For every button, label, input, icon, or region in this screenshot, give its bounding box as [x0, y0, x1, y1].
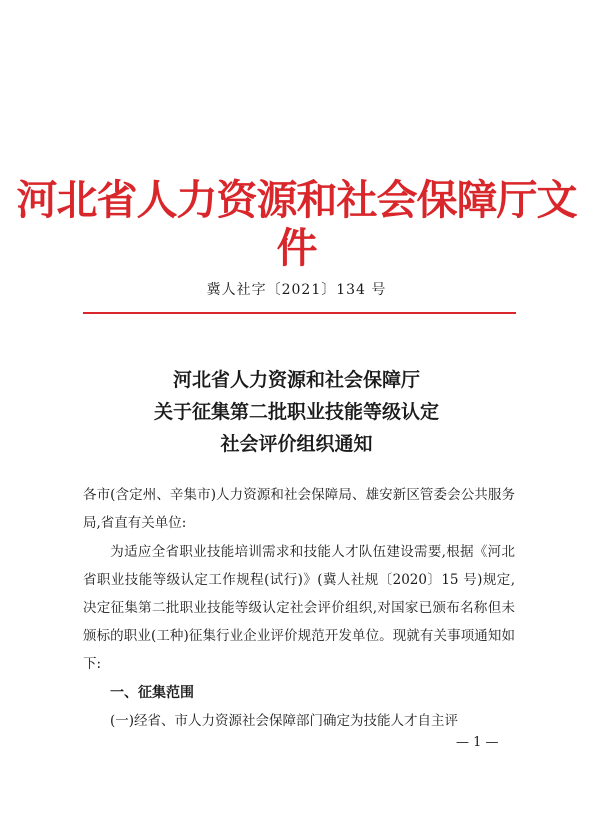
body-paragraph-1-text: 为适应全省职业技能培训需求和技能人才队伍建设需要,根据《河北省职业技能等级认定工作规程(试行)》(冀人社规〔2020〕15 号)规定,决定征集第二批职业技能等级认定社会评价组织,对国家已颁布名称但未颁标的职业(工种)征集行业企业评价规范开发单位。现就有关事项通知如下: — [83, 544, 515, 672]
addressee-paragraph: 各市(含定州、辛集市)人力资源和社会保障局、雄安新区管委会公共服务局,省直有关单位: — [83, 487, 515, 531]
document-header-title: 河北省人力资源和社会保障厅文件 — [16, 176, 577, 272]
red-divider-rule — [83, 312, 516, 314]
section-heading-1: 一、征集范围 — [110, 685, 194, 701]
page-number: — 1 — — [456, 735, 499, 750]
item-1-text-content: (一)经省、市人力资源社会保障部门确定为技能人才自主评 — [110, 713, 459, 729]
notice-title-line-2: 关于征集第二批职业技能等级认定 — [153, 401, 439, 423]
body-paragraph-1 — [83, 538, 515, 678]
notice-title — [0, 364, 593, 460]
notice-title-line-3: 社会评价组织通知 — [220, 433, 373, 455]
notice-title-line-1: 河北省人力资源和社会保障厅 — [172, 369, 420, 391]
item-1-text — [83, 707, 515, 735]
document-number: 冀人社字〔2021〕134 号 — [206, 282, 387, 298]
